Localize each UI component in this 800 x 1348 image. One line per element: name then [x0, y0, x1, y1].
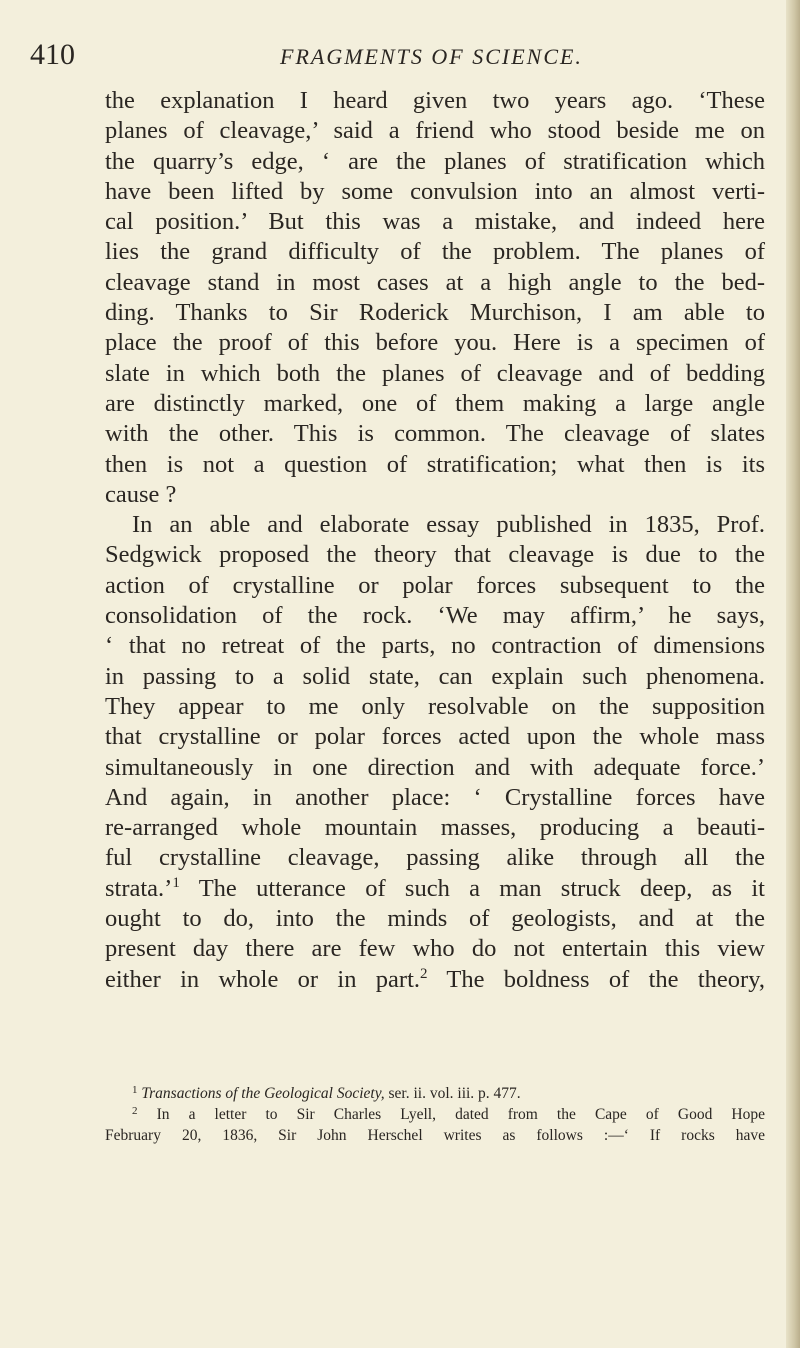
text-line: ding. Thanks to Sir Roderick Murchison, I am able to [105, 299, 765, 327]
text-line: ‘ that no retreat of the parts, no contraction of dimensions [105, 632, 765, 660]
text-line: In an able and elaborate essay published in 1835, Prof. [132, 511, 765, 539]
text-line: And again, in another place: ‘ Crystalline forces have [105, 783, 765, 811]
text-line: in passing to a solid state, can explain such phenomena. [105, 662, 765, 690]
text-line: present day there are few who do not entertain this view [105, 935, 765, 963]
text-line [105, 874, 765, 904]
text-line: ful crystalline cleavage, passing alike through all the [105, 844, 765, 872]
text-line: then is not a question of stratification; what then is its [105, 450, 765, 478]
footnote-mark: 1 [132, 1084, 138, 1096]
text-line: Sedgwick proposed the theory that cleavage is due to the [105, 541, 765, 569]
text-line: cleavage stand in most cases at a high angle to the bed- [105, 268, 765, 296]
running-title: FRAGMENTS OF SCIENCE. [280, 44, 583, 69]
page-number: 410 [30, 38, 75, 71]
text-line: re-arranged whole mountain masses, producing a beauti- [105, 814, 765, 842]
text-line: slate in which both the planes of cleavage and of bedding [105, 359, 765, 387]
text-segment: The utterance of such a man struck deep, as it [198, 874, 765, 902]
footnote-mark: 2 [132, 1105, 138, 1117]
footnote [105, 1104, 765, 1125]
text-line: They appear to me only resolvable on the supposition [105, 692, 765, 720]
text-segment: strata.’ [105, 874, 173, 902]
page-edge [786, 0, 800, 1348]
text-line: action of crystalline or polar forces subsequent to the [105, 571, 765, 599]
text-line: planes of cleavage,’ said a friend who stood beside me on [105, 117, 765, 145]
text-line: lies the grand difficulty of the problem. The planes of [105, 238, 765, 266]
footnote-text: In a letter to Sir Charles Lyell, dated from the Cape of Good Hope [156, 1106, 766, 1123]
running-head [30, 38, 770, 78]
text-segment: either in whole or in part. [105, 965, 420, 993]
text-segment: The boldness of the theory, [446, 965, 765, 993]
text-line: consolidation of the rock. ‘We may affirm,’ he says, [105, 602, 765, 630]
body-text [105, 86, 765, 995]
footnote-mark: 1 [172, 874, 180, 891]
footnote-citation: ser. ii. vol. iii. p. 477. [388, 1085, 521, 1102]
text-line: are distinctly marked, one of them making a large angle [105, 389, 765, 417]
footnotes [105, 1083, 765, 1146]
text-line: with the other. This is common. The cleavage of slates [105, 420, 765, 448]
text-line: cause ? [105, 480, 177, 508]
text-line: ought to do, into the minds of geologists, and at the [105, 905, 765, 933]
text-line: place the proof of this before you. Here is a specimen of [105, 329, 765, 357]
text-line [105, 965, 765, 995]
text-line: the explanation I heard given two years ago. ‘These [105, 87, 765, 114]
text-line: that crystalline or polar forces acted upon the whole mass [105, 723, 765, 751]
footnote [105, 1083, 765, 1104]
footnote-citation-title: Transactions of the Geological Society, [141, 1085, 385, 1102]
text-line: cal position.’ But this was a mistake, and indeed here [105, 208, 765, 236]
text-line: the quarry’s edge, ‘ are the planes of stratification which [105, 147, 765, 175]
text-line: simultaneously in one direction and with adequate force.’ [105, 753, 765, 781]
footnote-continuation: February 20, 1836, Sir John Herschel writes as follows :—‘ If rocks have [105, 1127, 765, 1144]
footnote-mark: 2 [420, 965, 428, 982]
text-line: have been lifted by some convulsion into an almost verti- [105, 177, 765, 205]
